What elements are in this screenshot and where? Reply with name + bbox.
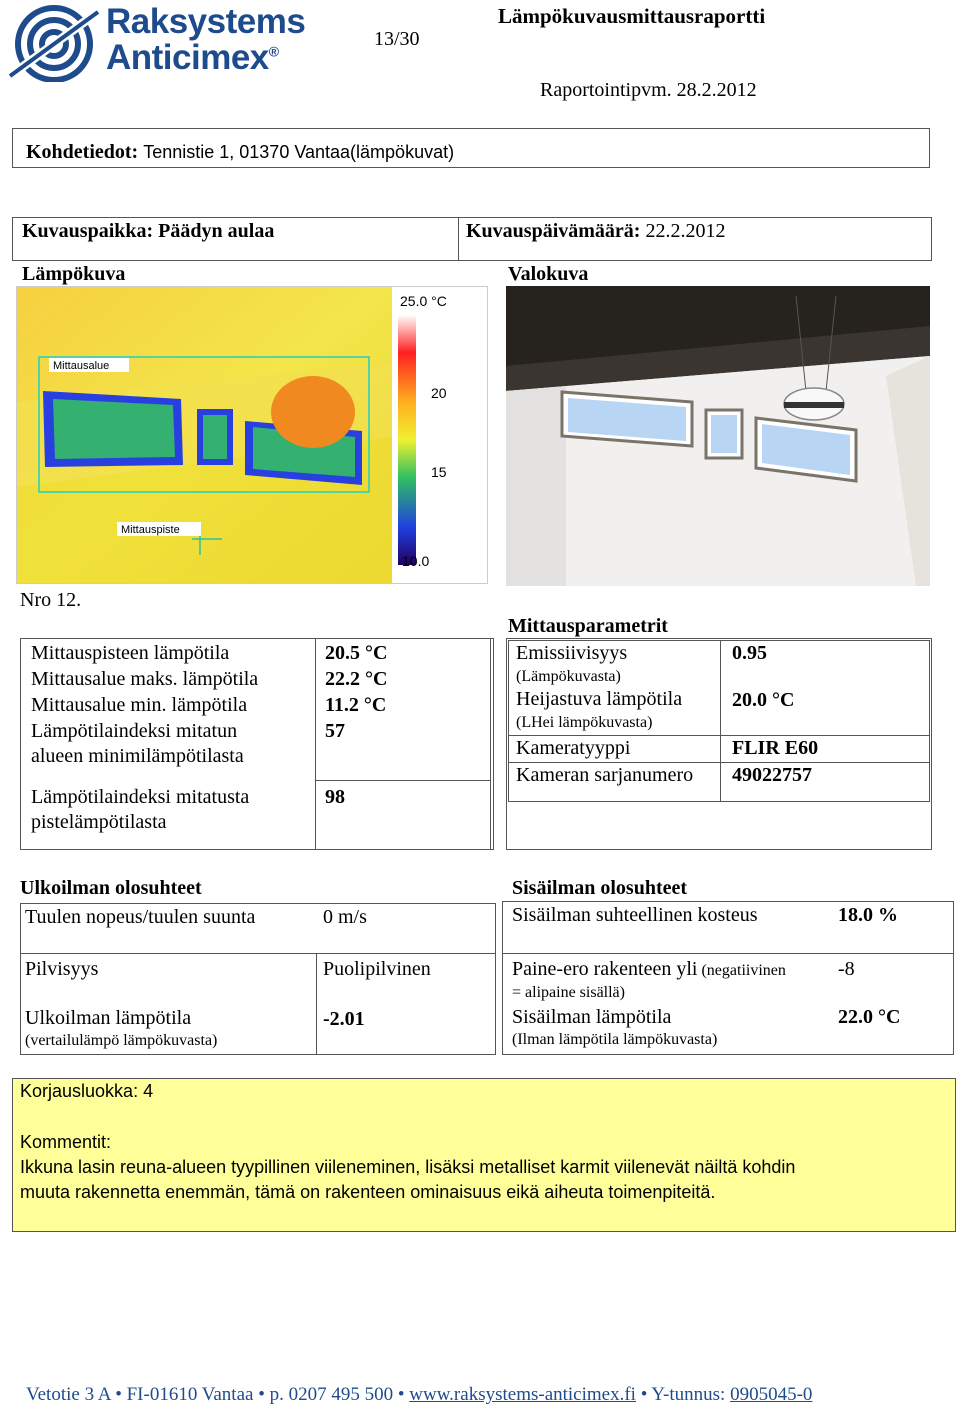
emissivity-sub: (Lämpökuvasta) — [516, 668, 621, 685]
wind-value: 0 m/s — [323, 906, 367, 928]
shoot-date-label: Kuvauspäivämäärä: — [466, 220, 641, 242]
emissivity-value: 0.95 — [732, 642, 767, 664]
room-photo-image — [506, 286, 930, 586]
logo-wordmark-line1: Raksystems — [106, 2, 306, 41]
shoot-place — [22, 220, 274, 243]
serial-value: 49022757 — [732, 764, 812, 786]
cloud-label: Pilvisyys — [25, 958, 99, 980]
humidity-label: Sisäilman suhteellinen kosteus — [512, 904, 758, 926]
footer-bullet-4: • — [640, 1384, 652, 1405]
reflected-label: Heijastuva lämpötila — [516, 688, 683, 710]
footer-bullet-2: • — [258, 1384, 270, 1405]
repair-class: Korjausluokka: 4 — [20, 1081, 154, 1101]
camera-type-label: Kameratyyppi — [516, 737, 631, 759]
indoor-heading: Sisäilman olosuhteet — [512, 877, 688, 899]
index-point-value: 98 — [325, 786, 345, 808]
index-area-value: 57 — [325, 720, 345, 742]
shoot-place-value: Päädyn aulaa — [158, 220, 275, 242]
outdoor-row-divider — [20, 953, 496, 954]
serial-label: Kameran sarjanumero — [516, 764, 694, 786]
comment-box — [12, 1078, 956, 1232]
outdoor-temp-value: -2.01 — [323, 1008, 365, 1030]
shoot-info-divider — [458, 217, 459, 261]
comment-line-1: Ikkuna lasin reuna-alueen tyypillinen viileneminen, lisäksi metalliset karmit viilenevät näiltä kohdin — [20, 1157, 796, 1177]
measure-row-spot-label: Mittauspisteen lämpötila — [31, 642, 230, 664]
logo-wordmark-text: Anticimex — [106, 38, 269, 77]
measure-row-min-value: 11.2 °C — [325, 694, 387, 716]
shoot-place-label: Kuvauspaikka: — [22, 220, 154, 242]
wind-label: Tuulen nopeus/tuulen suunta — [25, 906, 256, 928]
parameters-row-divider-2 — [508, 762, 930, 763]
index-area-label-1: Lämpötilaindeksi mitatun — [31, 720, 238, 742]
reflected-sub: (LHei lämpökuvasta) — [516, 714, 653, 731]
footer-bullet-3: • — [397, 1384, 410, 1405]
site-value: Tennistie 1, 01370 Vantaa(lämpökuvat) — [143, 142, 455, 162]
index-point-label-1: Lämpötilaindeksi mitatusta — [31, 786, 250, 808]
pressure-value: -8 — [838, 958, 855, 980]
measure-row-spot-value: 20.5 °C — [325, 642, 388, 664]
index-point-label-2: pistelämpötilasta — [31, 811, 167, 833]
reflected-value: 20.0 °C — [732, 689, 795, 711]
parameters-row-divider-1 — [508, 735, 930, 736]
outdoor-temp-sub: (vertailulämpö lämpökuvasta) — [25, 1032, 218, 1049]
footer-business-id-label: Y-tunnus: — [651, 1384, 726, 1405]
outdoor-column-divider — [316, 953, 317, 1055]
parameters-column-divider — [720, 640, 721, 802]
footer-postal: FI-01610 Vantaa — [126, 1384, 254, 1405]
logo-mark-icon — [6, 4, 102, 82]
footer-phone: p. 0207 495 500 — [269, 1384, 394, 1405]
scale-min-label: 10.0 — [402, 553, 430, 569]
photo-window-left — [562, 392, 692, 446]
shoot-date-value: 22.2.2012 — [645, 220, 726, 242]
report-date: Raportointipvm. 28.2.2012 — [540, 79, 757, 101]
measure-row-max-value: 22.2 °C — [325, 668, 388, 690]
pressure-sub1: (negatiivinen — [701, 962, 786, 979]
measurements-column-divider — [315, 638, 316, 850]
scale-mid1-label: 20 — [431, 385, 447, 401]
photo-window-middle — [706, 410, 742, 458]
footer-business-id: 0905045-0 — [730, 1384, 813, 1405]
indoor-temp-value: 22.0 °C — [838, 1006, 901, 1028]
indoor-temp-sub: (Ilman lämpötila lämpökuvasta) — [512, 1031, 718, 1048]
photo-heading: Valokuva — [508, 263, 589, 285]
scale-mid2-label: 15 — [431, 464, 447, 480]
scale-max-label: 25.0 °C — [400, 293, 447, 309]
pressure-label-row — [512, 958, 786, 981]
measure-row-min-label: Mittausalue min. lämpötila — [31, 694, 248, 716]
pressure-sub2: = alipaine sisällä) — [512, 984, 625, 1001]
measurements-row-divider — [315, 780, 490, 781]
room-photo — [506, 286, 930, 586]
cloud-value: Puolipilvinen — [323, 958, 431, 980]
indoor-row-divider — [502, 953, 954, 954]
comment-line-2: muuta rakennetta enemmän, tämä on rakenteen ominaisuus eikä aiheuta toimenpiteitä. — [20, 1182, 716, 1202]
parameters-heading: Mittausparametrit — [508, 615, 668, 637]
spot-marker-label: Mittauspiste — [121, 524, 180, 536]
humidity-value: 18.0 % — [838, 904, 898, 926]
thermal-image-frame — [16, 286, 488, 584]
page-number: 13/30 — [374, 28, 420, 50]
measurements-right-edge — [490, 638, 491, 850]
area-marker-label: Mittausalue — [53, 360, 110, 372]
thermal-window-left — [43, 391, 183, 467]
measure-row-max-label: Mittausalue maks. lämpötila — [31, 668, 259, 690]
thermal-image — [17, 287, 487, 583]
footer-address: Vetotie 3 A — [26, 1384, 111, 1405]
camera-type-value: FLIR E60 — [732, 737, 819, 759]
thermal-window-middle — [197, 409, 233, 465]
footer-bullet-1: • — [115, 1384, 127, 1405]
footer-website-link[interactable]: www.raksystems-anticimex.fi — [409, 1384, 636, 1405]
indoor-temp-label: Sisäilman lämpötila — [512, 1006, 672, 1028]
report-title: Lämpökuvausmittausraportti — [498, 4, 766, 28]
index-area-label-2: alueen minimilämpötilasta — [31, 745, 244, 767]
site-label: Kohdetiedot: — [26, 141, 139, 163]
image-number: Nro 12. — [20, 589, 82, 611]
logo-wordmark-line2 — [106, 38, 279, 78]
site-info — [26, 141, 454, 164]
outdoor-heading: Ulkoilman olosuhteet — [20, 877, 202, 899]
thermal-heading: Lämpökuva — [22, 263, 126, 285]
comment-label: Kommentit: — [20, 1132, 112, 1152]
footer — [26, 1384, 812, 1406]
shoot-date — [466, 220, 725, 243]
registered-mark: ® — [268, 43, 279, 60]
emissivity-label: Emissiivisyys — [516, 642, 628, 664]
outdoor-temp-label: Ulkoilman lämpötila — [25, 1007, 192, 1029]
pressure-label: Paine-ero rakenteen yli — [512, 958, 698, 980]
